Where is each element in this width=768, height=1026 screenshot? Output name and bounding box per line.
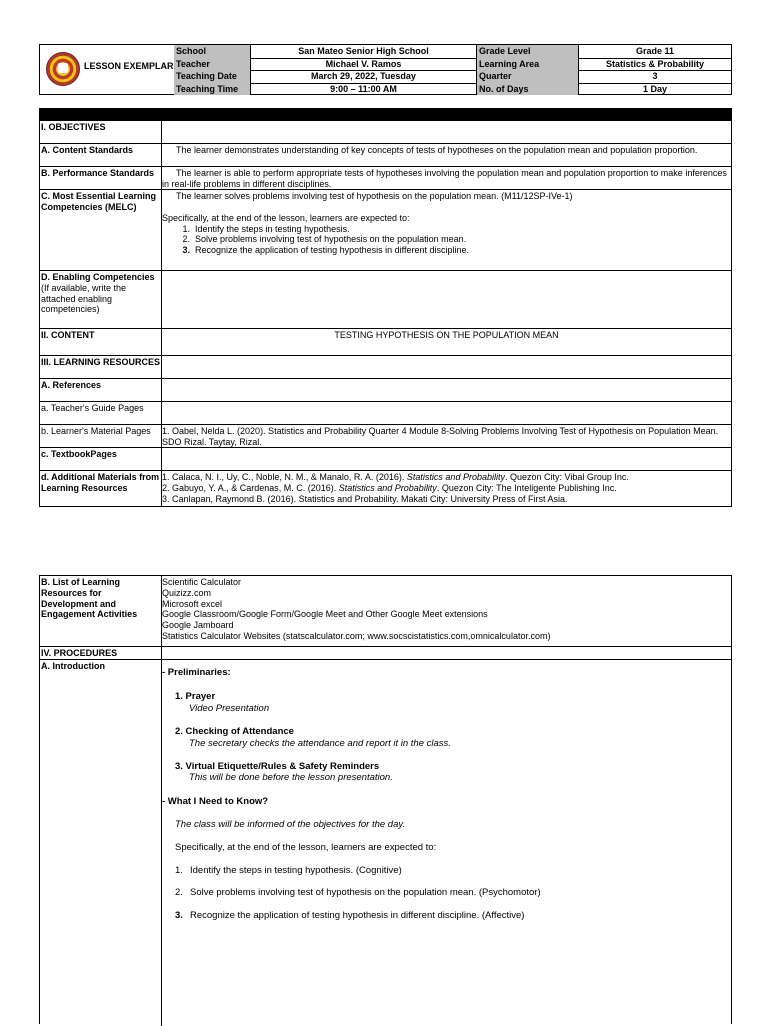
introduction-label: A. Introduction: [40, 660, 162, 1026]
melc-label: C. Most Essential Learning Competencies (MELC): [40, 190, 162, 270]
etiquette-sub: This will be done before the lesson presentation.: [189, 772, 393, 784]
list-item: Google Classroom/Google Form/Google Meet and Other Google Meet extensions: [162, 609, 488, 620]
etiquette-item: 3. Virtual Etiquette/Rules & Safety Reminders: [175, 760, 380, 772]
objective-item: 3. Recognize the application of testing hypothesis in different discipline. (Affective): [175, 909, 525, 921]
header-row: [174, 83, 731, 96]
objective-item: 2. Solve problems involving test of hypothesis on the population mean. (Psychomotor): [175, 887, 541, 899]
header-value: 3: [652, 71, 658, 81]
teachers-guide-row: [40, 401, 731, 424]
preliminaries-heading: - Preliminaries:: [162, 667, 231, 678]
list-item: 3. Recognize the application of testing hypothesis in different discipline.: [182, 245, 470, 256]
list-item: 2. Solve problems involving test of hypothesis on the population mean.: [182, 234, 467, 245]
content-standards-row: [40, 143, 731, 166]
procedures-row: [40, 646, 731, 659]
learning-resources-label: III. LEARNING RESOURCES: [40, 356, 162, 378]
textbook-row: [40, 447, 731, 470]
list-item: Statistics Calculator Websites (statscalculator.com; www.socscistatistics.com,omnicalculator.com): [162, 630, 551, 641]
introduction-content: [162, 660, 731, 1026]
melc-list: [162, 224, 731, 256]
header-row: [174, 45, 731, 59]
additional-materials-label: d. Additional Materials from Learning Resources: [40, 471, 162, 506]
content-row: [40, 328, 731, 355]
additional-materials-list: [162, 471, 731, 506]
header-label: Grade Level: [477, 45, 579, 58]
learners-material-text: 1. Oabel, Nelda L. (2020). Statistics and Probability Quarter 4 Module 8-Solving Problems Involving Test of Hypothesis on Population Mean. SDO Rizal. Taytay, Rizal.: [162, 426, 719, 447]
header-label: Learning Area: [477, 58, 579, 71]
header-label: School: [174, 45, 251, 58]
enabling-note: (If available, write the attached enabling competencies): [41, 282, 127, 315]
header-label: Quarter: [477, 70, 579, 83]
attendance-item: 2. Checking of Attendance: [175, 726, 294, 738]
content-standards-label: A. Content Standards: [40, 144, 162, 166]
enabling-row: [40, 270, 731, 328]
header-value: 9:00 – 11:00 AM: [251, 83, 477, 96]
specifically-text: Specifically, at the end of the lesson, learners are expected to:: [175, 841, 437, 853]
list-item: Scientific Calculator: [162, 577, 242, 587]
additional-materials-row: [40, 470, 731, 507]
lesson-exemplar-title: LESSON EXEMPLAR: [84, 61, 174, 71]
teachers-guide-label: a. Teacher's Guide Pages: [40, 402, 162, 424]
learners-material-label: b. Learner's Material Pages: [40, 425, 162, 447]
enabling-label: D. Enabling Competencies: [41, 272, 155, 282]
introduction-row: [40, 659, 731, 1026]
objectives-row: [40, 120, 731, 143]
school-seal-icon: [46, 52, 80, 86]
list-item: 2. Gabuyo, Y. A., & Cardenas, M. C. (2016). Statistics and Probability. Quezon City: The Inteligente Publishing Inc.: [162, 482, 617, 493]
content-label: II. CONTENT: [40, 329, 162, 355]
header-label: No. of Days: [477, 83, 579, 96]
prayer-sub: Video Presentation: [189, 702, 270, 714]
textbook-label: c. TextbookPages: [40, 448, 162, 470]
header-label: Teacher: [174, 58, 251, 71]
melc-intro: Specifically, at the end of the lesson, learners are expected to:: [162, 212, 410, 223]
list-item: Microsoft excel: [162, 598, 223, 609]
melc-main: The learner solves problems involving test of hypothesis on the population mean. (M11/12SP-IVe-1): [176, 191, 573, 201]
performance-standards-label: B. Performance Standards: [40, 167, 162, 189]
references-row: [40, 378, 731, 401]
learning-resources-list-row: [40, 575, 731, 646]
procedures-label: IV. PROCEDURES: [40, 647, 162, 659]
objectives-table: [39, 108, 732, 507]
header-label: Teaching Time: [174, 83, 251, 96]
black-bar: [40, 108, 731, 120]
header-value: Statistics & Probability: [605, 58, 705, 69]
header-value: 1 Day: [642, 83, 668, 94]
objectives-heading: I. OBJECTIVES: [40, 121, 162, 143]
list-item: 1. Identify the steps in testing hypothesis.: [182, 223, 350, 234]
performance-standards-row: [40, 166, 731, 189]
header-info-grid: [174, 45, 731, 94]
learners-material-row: [40, 424, 731, 447]
content-standards-text: The learner demonstrates understanding of key concepts of tests of hypotheses on the population mean and population proportion.: [176, 145, 698, 155]
header-row: [174, 70, 731, 84]
enabling-label-cell: [40, 271, 162, 328]
header-row: [174, 58, 731, 72]
lesson-header: [39, 44, 732, 95]
performance-standards-text: The learner is able to perform appropriate tests of hypotheses involving the population mean and population proportion to make inferences in real-life problems in different disciplines.: [162, 168, 727, 189]
header-value: San Mateo Senior High School: [251, 45, 477, 58]
procedures-table: [39, 575, 732, 1024]
objective-item: 1. Identify the steps in testing hypothesis. (Cognitive): [175, 864, 402, 876]
attendance-sub: The secretary checks the attendance and report it in the class.: [189, 737, 451, 749]
melc-row: [40, 189, 731, 270]
informed-text: The class will be informed of the objectives for the day.: [175, 819, 406, 831]
header-label: Teaching Date: [174, 70, 251, 83]
list-item: 3. Canlapan, Raymond B. (2016). Statistics and Probability. Makati City: University Press of First Asia.: [162, 493, 568, 504]
resources-list: [162, 576, 731, 646]
header-value: Michael V. Ramos: [251, 58, 477, 71]
content-value: TESTING HYPOTHESIS ON THE POPULATION MEAN: [334, 330, 559, 340]
list-label: B. List of Learning Resources for Development and Engagement Activities: [40, 576, 162, 646]
list-item: Google Jamboard: [162, 620, 234, 631]
list-item: Quizizz.com: [162, 587, 212, 598]
header-value: Grade 11: [635, 46, 675, 56]
references-label: A. References: [40, 379, 162, 401]
melc-content: [162, 190, 731, 270]
header-value: March 29, 2022, Tuesday: [251, 70, 477, 83]
logo-cell: [40, 45, 175, 94]
prayer-item: 1. Prayer: [175, 691, 216, 703]
list-item: 1. Calaca, N. I., Uy, C., Noble, N. M., & Manalo, R. A. (2016). Statistics and Probability. Quezon City: Vibal Group Inc.: [162, 472, 629, 482]
need-to-know-heading: - What I Need to Know?: [162, 795, 269, 807]
learning-resources-row: [40, 355, 731, 378]
